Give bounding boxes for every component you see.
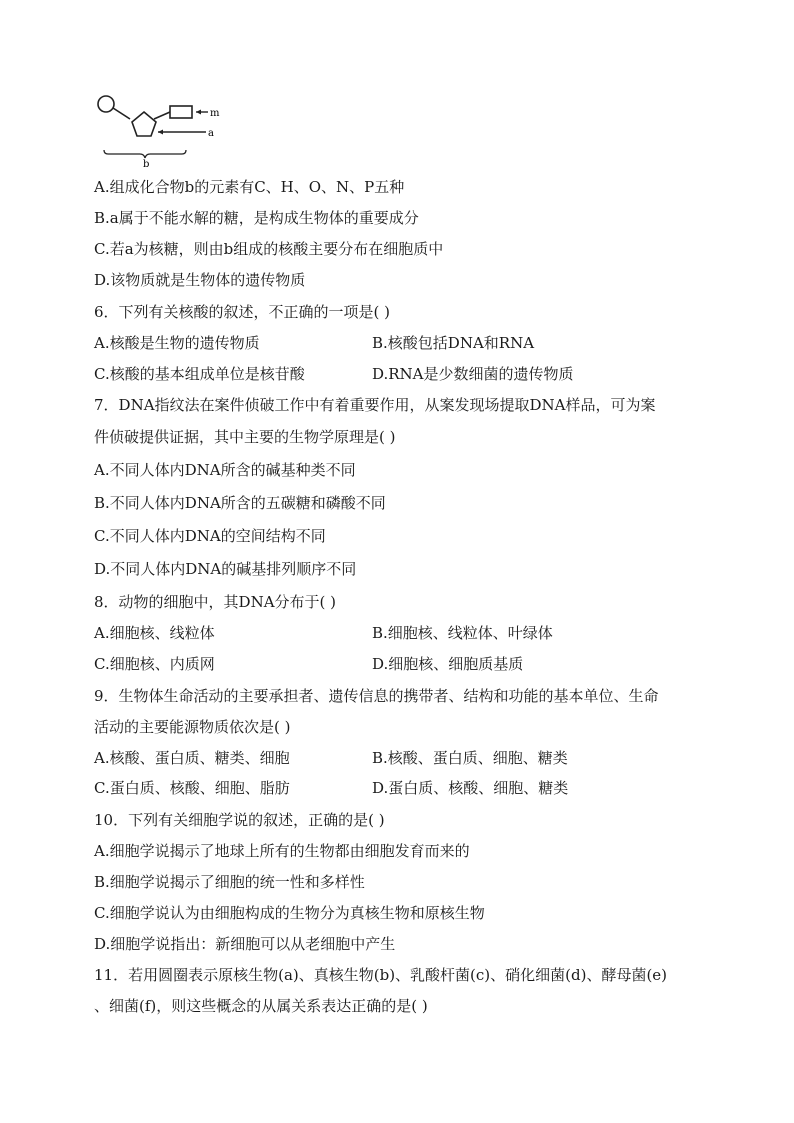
q10-option-c: C.细胞学说认为由细胞构成的生物分为真核生物和原核生物 (94, 904, 485, 922)
q6-option-row-1 (94, 333, 260, 353)
q6-option-b: B.核酸包括DNA和RNA (372, 334, 535, 352)
q8-option-d: D.细胞核、细胞质基质 (372, 655, 524, 673)
brace-b (104, 150, 186, 158)
q9-option-d: D.蛋白质、核酸、细胞、糖类 (372, 779, 569, 797)
nucleotide-diagram (94, 88, 234, 168)
q9-option-a: A.核酸、蛋白质、糖类、细胞 (94, 749, 290, 767)
q7-stem-line2: 件侦破提供证据，其中主要的生物学原理是( ) (94, 428, 396, 446)
q9-stem-line2: 活动的主要能源物质依次是( ) (94, 718, 291, 736)
q7-option-a: A.不同人体内DNA所含的碱基种类不同 (94, 461, 356, 479)
q5-option-b: B.a属于不能水解的糖，是构成生物体的重要成分 (94, 209, 419, 227)
q10-stem: 10．下列有关细胞学说的叙述，正确的是( ) (94, 811, 385, 829)
q5-option-d: D.该物质就是生物体的遗传物质 (94, 271, 306, 289)
q7-option-b: B.不同人体内DNA所含的五碳糖和磷酸不同 (94, 494, 386, 512)
q7-option-d: D.不同人体内DNA的碱基排列顺序不同 (94, 560, 357, 578)
q5-option-c: C.若a为核糖，则由b组成的核酸主要分布在细胞质中 (94, 240, 444, 258)
label-a: a (208, 128, 214, 139)
pentose-sugar (132, 112, 156, 136)
phosphate-circle (98, 96, 114, 112)
q8-option-c: C.细胞核、内质网 (94, 655, 215, 673)
q9-stem-line1: 9．生物体生命活动的主要承担者、遗传信息的携带者、结构和功能的基本单位、生命 (94, 687, 659, 705)
q8-option-b: B.细胞核、线粒体、叶绿体 (372, 624, 553, 642)
q7-stem-line1: 7．DNA指纹法在案件侦破工作中有着重要作用，从案发现场提取DNA样品，可为案 (94, 396, 656, 414)
q11-stem-line2: 、细菌(f)，则这些概念的从属关系表达正确的是( ) (94, 997, 428, 1015)
base-rectangle (170, 106, 192, 118)
q8-stem: 8．动物的细胞中，其DNA分布于( ) (94, 593, 337, 611)
label-b: b (143, 159, 150, 168)
q6-option-a: A.核酸是生物的遗传物质 (94, 334, 260, 352)
q9-option-c: C.蛋白质、核酸、细胞、脂肪 (94, 779, 290, 797)
q7-option-c: C.不同人体内DNA的空间结构不同 (94, 527, 326, 545)
q10-option-d: D.细胞学说指出：新细胞可以从老细胞中产生 (94, 935, 396, 953)
q6-stem: 6．下列有关核酸的叙述，不正确的一项是( ) (94, 303, 391, 321)
q10-option-b: B.细胞学说揭示了细胞的统一性和多样性 (94, 873, 365, 891)
q5-option-a: A.组成化合物b的元素有C、H、O、N、P五种 (94, 178, 405, 196)
label-m: m (210, 108, 220, 119)
q6-option-c: C.核酸的基本组成单位是核苷酸 (94, 365, 305, 383)
q10-option-a: A.细胞学说揭示了地球上所有的生物都由细胞发育而来的 (94, 842, 470, 860)
q8-option-a: A.细胞核、线粒体 (94, 624, 215, 642)
nucleotide-diagram-svg (94, 88, 234, 168)
q9-option-b: B.核酸、蛋白质、细胞、糖类 (372, 749, 568, 767)
q6-option-d: D.RNA是少数细菌的遗传物质 (372, 365, 574, 383)
q11-stem-line1: 11．若用圆圈表示原核生物(a)、真核生物(b)、乳酸杆菌(c)、硝化细菌(d)、酵母菌(e) (94, 966, 668, 984)
